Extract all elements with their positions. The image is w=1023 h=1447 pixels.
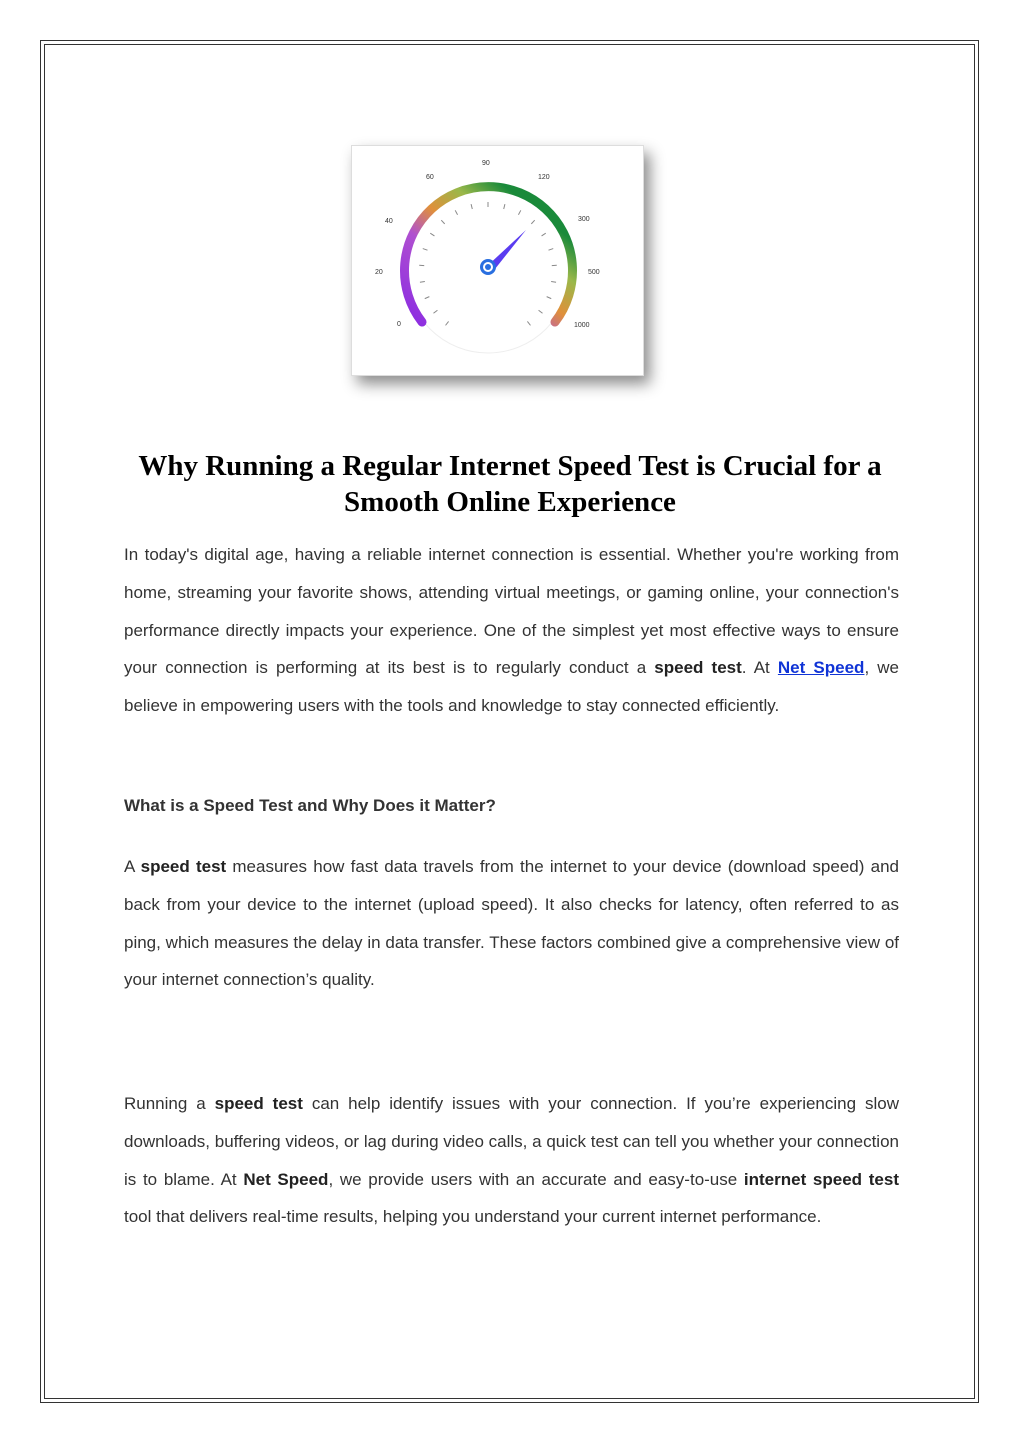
p2-bold-speed-test: speed test — [140, 857, 227, 876]
p3-bold-internet-speed-test: internet speed test — [743, 1169, 899, 1189]
gauge-tick — [420, 281, 425, 282]
gauge-tick — [547, 297, 552, 299]
gauge-label-90: 90 — [482, 160, 490, 167]
gauge-tick — [527, 321, 530, 325]
gauge-tick — [551, 281, 556, 282]
intro-bold-speed-test: speed test — [654, 658, 742, 678]
gauge-label-60: 60 — [426, 174, 434, 181]
gauge-tick — [542, 233, 546, 236]
net-speed-link[interactable]: Net Speed — [777, 658, 865, 678]
gauge-label-40: 40 — [385, 218, 393, 225]
gauge-tick — [425, 297, 430, 299]
gauge-label-300: 300 — [578, 216, 590, 223]
gauge-label-0: 0 — [397, 321, 401, 328]
gauge-tick — [455, 210, 457, 214]
gauge-tick — [430, 233, 434, 236]
gauge-tick — [471, 204, 472, 209]
gauge-label-20: 20 — [375, 269, 383, 276]
p3-text-c: , we provide users with an accurate and easy-to-use — [328, 1169, 744, 1189]
p3-text-a: Running a — [124, 1094, 215, 1113]
gauge-tick — [539, 310, 543, 313]
intro-paragraph — [124, 536, 899, 725]
p3-bold-net-speed: Net Speed — [243, 1169, 329, 1189]
p2-text-a: A — [124, 857, 141, 876]
p3-text-b: can help identify issues with your connection. If you’re experiencing slow downloads, buffering videos, or lag during video calls, a quick test can tell you whether your connection is to blame. At — [124, 1094, 899, 1189]
speedometer-image — [351, 145, 644, 376]
p2-text-b: measures how fast data travels from the internet to your device (download speed) and back from your device to the internet (upload speed). It also checks for latency, often referred to as ping, which measures the delay in data transfer. These factors combined give a comprehensive view of your internet connection’s quality. — [124, 857, 899, 990]
gauge-label-1000: 1000 — [574, 322, 590, 329]
intro-text-b: . At — [741, 658, 778, 678]
gauge-center-dot — [485, 264, 491, 270]
section-heading: What is a Speed Test and Why Does it Matter? — [124, 796, 496, 815]
article-title: Why Running a Regular Internet Speed Test is Crucial for a Smooth Online Experience — [138, 450, 882, 518]
gauge-tick — [446, 321, 449, 325]
p3-text-d: tool that delivers real-time results, helping you understand your current internet performance. — [124, 1207, 822, 1227]
gauge-label-120: 120 — [538, 174, 550, 181]
gauge-tick — [441, 220, 444, 224]
gauge-tick — [504, 204, 505, 209]
p3-bold-speed-test: speed test — [214, 1094, 303, 1113]
gauge-tick — [531, 220, 534, 224]
running-test-paragraph — [124, 1085, 899, 1236]
intro-text-c: , we believe in empowering users with the tools and knowledge to stay connected efficiently. — [124, 658, 900, 716]
gauge-tick — [433, 310, 437, 313]
gauge-label-500: 500 — [588, 269, 600, 276]
intro-text-a: In today's digital age, having a reliable internet connection is essential. Whether you're working from home, streaming your favorite shows, attending virtual meetings, or gaming online, your connection's performance directly impacts your experience. One of the simplest yet most effective ways to ensure your connection is performing at its best is to regularly conduct a — [124, 545, 899, 678]
gauge-tick — [549, 249, 554, 251]
speed-test-paragraph — [124, 848, 899, 999]
gauge-tick — [423, 249, 428, 251]
speedometer-gauge — [352, 146, 643, 375]
gauge-tick — [518, 210, 520, 214]
